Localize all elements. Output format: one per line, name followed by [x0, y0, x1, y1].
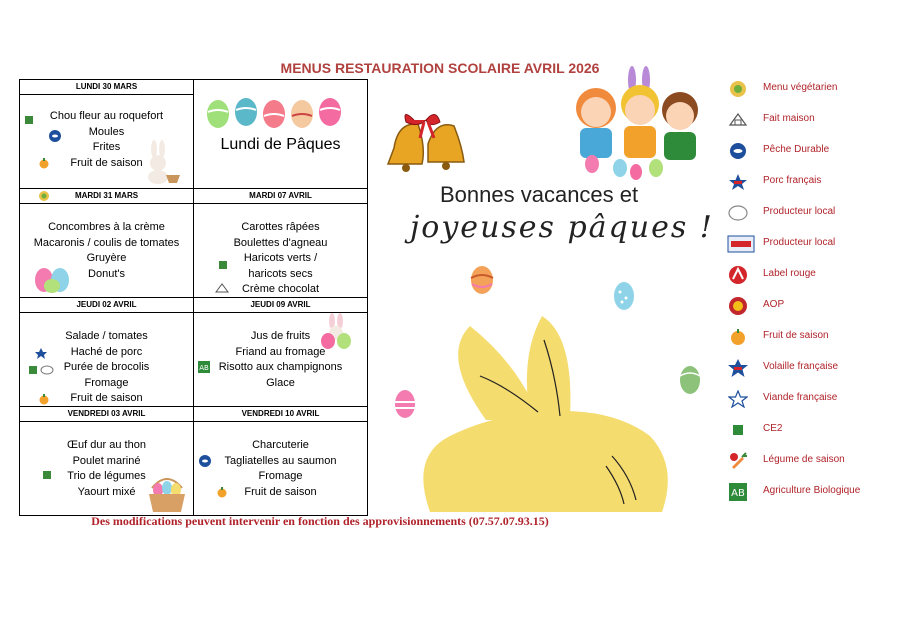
menu-items — [194, 438, 367, 500]
legend-item — [726, 295, 896, 319]
day-cell-mardi-07 — [194, 204, 368, 298]
french-pork-icon — [728, 173, 748, 191]
legend-label: Viande française — [763, 392, 838, 403]
menu-item: haricots secs — [248, 267, 313, 280]
vegetarian-icon — [729, 80, 747, 98]
menu-item: Risotto aux champignons — [218, 361, 343, 373]
day-header: VENDREDI 03 AVRIL — [20, 407, 194, 422]
day-header — [20, 189, 194, 204]
legend-label: Menu végétarien — [763, 82, 838, 93]
svg-text:AB: AB — [731, 488, 745, 499]
egg-icon — [678, 364, 702, 396]
menu-item: Haché de porc — [70, 345, 143, 358]
day-cell-jeudi-02 — [20, 313, 194, 407]
children-icon — [570, 64, 700, 182]
legend-label: Volaille française — [763, 361, 839, 372]
legend-item — [726, 78, 896, 102]
legend-item — [726, 264, 896, 288]
menu-items — [20, 329, 193, 407]
seasonal-fruit-icon — [729, 328, 747, 346]
legend-label: AOP — [763, 299, 785, 310]
sustainable-fishing-icon — [729, 142, 747, 160]
legend-label: Producteur local — [763, 206, 836, 217]
local-producer-icon — [728, 205, 748, 221]
menu-item: Fruit de saison — [70, 392, 143, 404]
menu-items — [194, 329, 367, 391]
day-cell-jeudi-09 — [194, 313, 368, 407]
legend-item — [726, 202, 896, 226]
menu-item: Concombres à la crème — [48, 221, 165, 233]
legend-item — [726, 233, 896, 257]
menu-item: Crème chocolat — [241, 283, 320, 295]
legend-item — [726, 419, 896, 443]
menu-item: Haricots verts / — [243, 252, 318, 264]
day-header-label: MARDI 31 MARS — [74, 191, 139, 200]
menu-item: Œuf dur au thon — [67, 439, 146, 451]
organic-icon — [729, 483, 747, 501]
aop-icon — [728, 296, 748, 316]
menu-item: Salade / tomates — [65, 330, 148, 342]
bells-icon — [384, 108, 470, 182]
label-rouge-icon — [727, 265, 749, 285]
day-cell-vendredi-03 — [20, 422, 194, 516]
greeting-line2: joyeuses pâques ! — [410, 210, 714, 245]
menu-item: Macaronis / coulis de tomates — [33, 236, 180, 249]
legend-item — [726, 450, 896, 474]
legend-label: Label rouge — [763, 268, 816, 279]
legend-label: Légume de saison — [763, 454, 845, 465]
legend-label: Fait maison — [763, 113, 815, 124]
footer-note: Des modifications peuvent intervenir en fonction des approvisionnements (07.57.07.93.15) — [91, 514, 549, 528]
menu-item: Fruit de saison — [244, 485, 317, 498]
legend-item — [726, 388, 896, 412]
day-header: JEUDI 02 AVRIL — [20, 298, 194, 313]
day-cell-vendredi-10 — [194, 422, 368, 516]
bunny-silhouette — [410, 316, 672, 512]
menu-item: Yaourt mixé — [77, 485, 136, 498]
day-header: VENDREDI 10 AVRIL — [194, 407, 368, 422]
legend-label: CE2 — [763, 423, 783, 434]
menu-item: Jus de fruits — [250, 330, 311, 342]
menu-item: Chou fleur au roquefort — [49, 110, 164, 122]
menu-item: Glace — [266, 376, 295, 389]
holiday-cell — [194, 80, 368, 189]
legend-label: Fruit de saison — [763, 330, 829, 341]
french-meat-icon — [728, 390, 748, 408]
greeting-line1: Bonnes vacances et — [440, 182, 639, 207]
local-producer-icon — [727, 235, 755, 253]
legend-item — [726, 109, 896, 133]
menu-item: Purée de brocolis — [63, 361, 150, 373]
legend-item — [726, 171, 896, 195]
menu-item: Boulettes d'agneau — [233, 236, 328, 249]
menu-item: Charcuterie — [252, 439, 309, 451]
ce2-icon — [732, 424, 744, 436]
seasonal-vegetable-icon — [728, 451, 748, 471]
menu-item: Trio de légumes — [67, 470, 146, 482]
menu-item: Fromage — [84, 376, 129, 389]
french-poultry-icon — [727, 358, 749, 378]
menu-items — [20, 438, 193, 500]
menu-items — [20, 220, 193, 282]
day-cell-lundi-30 — [20, 95, 194, 189]
legend-label: Producteur local — [763, 237, 836, 248]
menu-item: Moules — [88, 125, 125, 138]
day-cell-mardi-31 — [20, 204, 194, 298]
menu-item: Gruyère — [86, 252, 127, 264]
homemade-icon — [727, 111, 749, 129]
vegetarian-icon — [38, 190, 50, 202]
legend-item — [726, 140, 896, 164]
legend-item — [726, 481, 896, 505]
menu-items — [194, 220, 367, 298]
egg-icon — [469, 264, 495, 296]
menu-item: Poulet mariné — [72, 454, 141, 467]
menu-item: Donut's — [88, 267, 125, 280]
menu-items — [20, 109, 193, 171]
legend-label: Agriculture Biologique — [763, 485, 861, 496]
legend-item — [726, 326, 896, 350]
holiday-label: Lundi de Pâques — [220, 136, 341, 153]
legend-label: Pêche Durable — [763, 144, 830, 155]
legend-label: Porc français — [763, 175, 822, 186]
egg-icon — [612, 280, 636, 312]
day-header: LUNDI 30 MARS — [20, 80, 194, 95]
menu-item: Tagliatelles au saumon — [224, 454, 337, 467]
menu-table — [19, 79, 368, 516]
legend-item — [726, 357, 896, 381]
svg-text:AB: AB — [199, 364, 209, 372]
menu-item: Friand au fromage — [235, 345, 326, 358]
day-header: JEUDI 09 AVRIL — [194, 298, 368, 313]
menu-item: Carottes râpées — [241, 221, 320, 233]
day-header: MARDI 07 AVRIL — [194, 189, 368, 204]
menu-item: Fromage — [258, 470, 303, 482]
menu-item: Fruit de saison — [70, 156, 143, 169]
page-title: MENUS RESTAURATION SCOLAIRE AVRIL 2026 — [280, 60, 600, 76]
menu-item: Frites — [92, 141, 121, 153]
easter-eggs-icon — [202, 94, 352, 130]
